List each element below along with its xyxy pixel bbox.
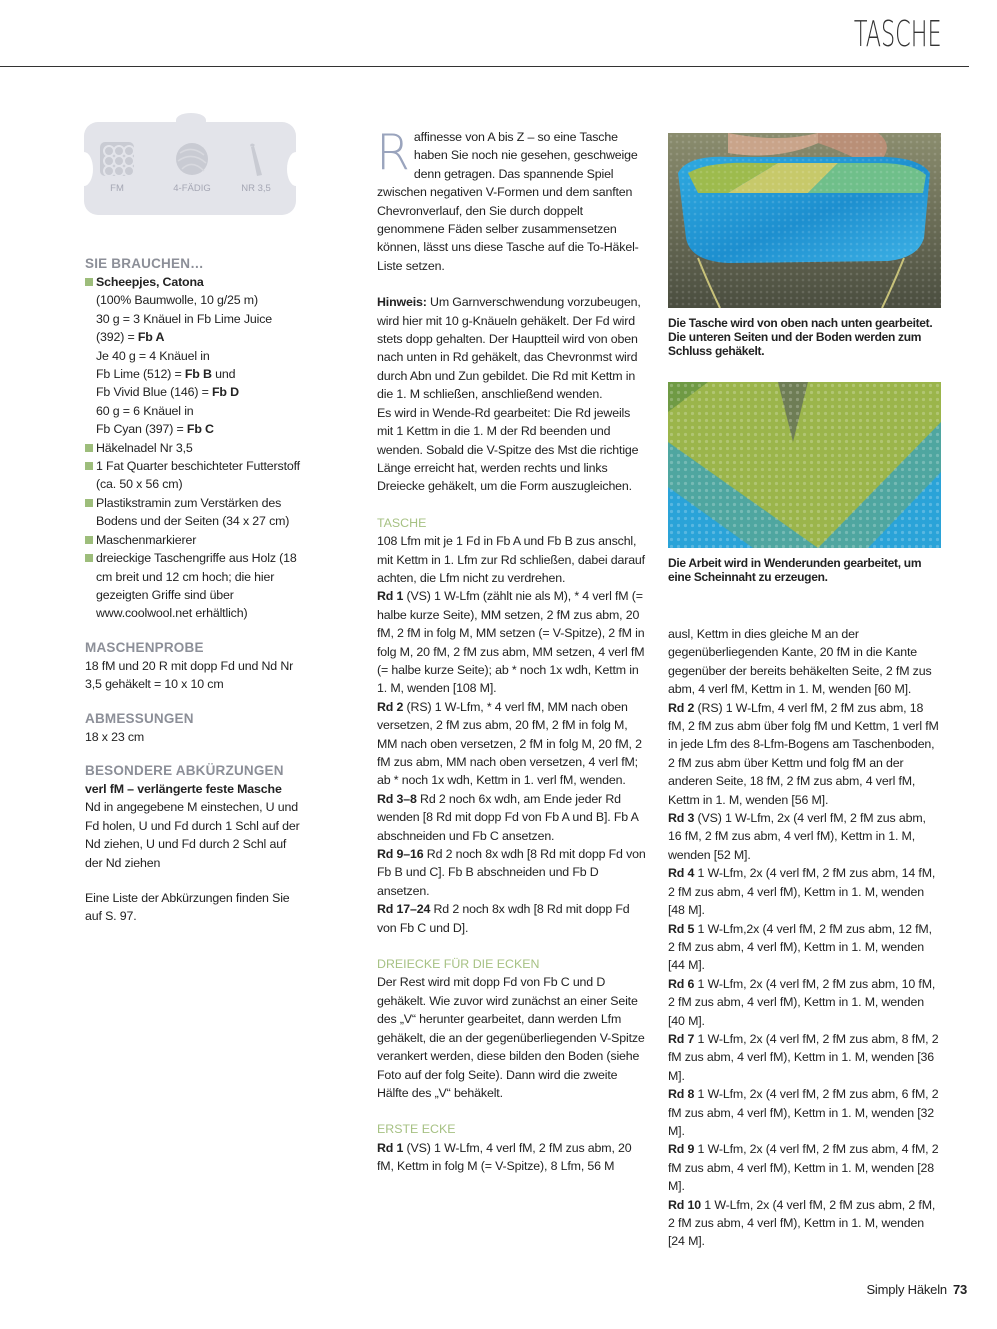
yarn-line: Fb Lime (512) = Fb B und [96,367,236,382]
tasche-text: 108 Lfm mit je 1 Fd in Fb A und Fb B zus anschl, mit Kettm in 1. Lfm zur Rd schließen, dabei darauf achten, die Lfm nicht zu verdrehen. [377,534,645,585]
row-instruction: Rd 7 1 W-Lfm, 2x (4 verl fM, 2 fM zus abm, 8 fM, 2 fM zus abm, 4 verl fM), Kettm in 1. M, wenden [36 M]. [668,1031,939,1083]
dimensions-heading: ABMESSUNGEN [85,710,194,726]
gauge-heading: MASCHENPROBE [85,639,204,655]
row-instruction: Rd 10 1 W-Lfm, 2x (4 verl fM, 2 fM zus abm, 2 fM, 2 fM zus abm, 4 verl fM), Kettm in 1. M, wenden [24 M]. [668,1197,936,1249]
row-instruction: Rd 5 1 W-Lfm,2x (4 verl fM, 2 fM zus abm, 12 fM, 2 fM zus abm, 4 verl fM), Kettm in 1. M, wenden [44 M]. [668,921,932,973]
badge-ply: 4-FÄDIG [166,141,218,195]
drop-cap: R [376,124,410,181]
page-number: 73 [952,1282,967,1297]
yarn-line: (392) = Fb A [96,330,165,345]
abbreviation-note: Eine Liste der Abkürzungen finden Sie auf S. 97. [85,890,290,924]
yarn-line: Fb Cyan (397) = Fb C [96,422,214,437]
bag-photo [668,133,941,308]
abbreviations-heading: BESONDERE ABKÜRZUNGEN [85,762,284,778]
bag-photo-image [668,133,941,308]
intro-paragraph: Raffinesse von A bis Z – so eine Tasche haben Sie noch nie gesehen, geschweige denn getragen. Das spannende Spiel zwischen negativen V-Formen und dem sanften Chevronverlauf, den Sie durch doppelt genommene Fäden selber zusammensetzen können, lässt uns diese Tasche auf die To-Häkel-Liste setzen. [376,124,639,273]
bullet-square-icon [85,536,93,544]
row-instruction: Rd 8 1 W-Lfm, 2x (4 verl fM, 2 fM zus abm, 6 fM, 2 fM zus abm, 4 verl fM), Kettm in 1. M, wenden [32 M]. [668,1087,939,1138]
yarn-line: 60 g = 6 Knäuel in [96,403,194,418]
crochet-hook-icon [238,141,274,177]
requirement-item: dreieckige Taschengriffe aus Holz (18 cm breit und 12 cm hoch; die hier gezeigten Griffe sind über www.coolwool.net erhältlich) [85,549,305,623]
bullet-square-icon [85,499,93,507]
row-instruction: Rd 6 1 W-Lfm, 2x (4 verl fM, 2 fM zus abm, 10 fM, 2 fM zus abm, 4 verl fM), Kettm in 1. M, wenden [40 M]. [668,976,936,1028]
magazine-name: Simply Häkeln [866,1282,947,1297]
bullet-square-icon [85,554,93,562]
yarn-line: 30 g = 3 Knäuel in Fb Lime Juice [96,311,273,326]
requirement-item: Maschenmarkierer [85,531,305,549]
row-instruction: Rd 17–24 Rd 2 noch 8x wdh [8 Rd mit dopp Fd von Fb C und D]. [377,902,630,935]
section-title: TASCHE [854,14,942,55]
row-instruction: Rd 4 1 W-Lfm, 2x (4 verl fM, 2 fM zus abm, 14 fM, 2 fM zus abm, 4 verl fM), Kettm in 1. M, wenden [48 M]. [668,866,936,918]
chevron-photo-image [668,382,941,548]
row-instruction: Rd 1 (VS) 1 W-Lfm, 4 verl fM, 2 fM zus abm, 20 fM, Kettm in folg M (= V-Spitze), 8 Lfm, 56 M [377,1140,632,1174]
requirements-heading: SIE BRAUCHEN… [85,256,204,271]
row-instruction: Rd 2 (RS) 1 W-Lfm, 4 verl fM, 2 fM zus abm, 18 fM, 2 fM zus abm über folg fM und Kettm, 1 verl fM in jede Lfm des 8-Lfm-Bogens am Taschenboden, 2 fM zus abm über Kettm und folg fM an der anderen Seite, 18 fM, 2 fM zus abm, 4 verl fM, Kettm in 1. M, wenden [56 M]. [668,700,939,807]
bullet-square-icon [85,462,93,470]
gauge-text: 18 fM und 20 R mit dopp Fd und Nd Nr 3,5 gehäkelt = 10 x 10 cm [85,658,294,692]
yarn-line: Fb Vivid Blue (146) = Fb D [96,385,239,400]
requirement-item: Scheepjes, Catona [85,273,305,291]
yarn-ball-stitch-icon [99,141,135,177]
triangles-heading: DREIECKE FÜR DIE ECKEN [377,957,540,972]
dimensions-text: 18 x 23 cm [85,729,145,744]
hint-paragraph: Hinweis: Um Garnverschwendung vorzubeugen, wird hier mit 10 g-Knäueln gehäkelt. Der Fd wird stets dopp gehalten. Der Hauptteil wird von oben nach unten in Rd gehäkelt, das Chevronmst wird durch Abn und Zun gebildet. Die Rd mit Kettm in die 1. M schließen, anschließend wenden. [377,295,641,402]
row-instruction: Rd 9–16 Rd 2 noch 8x wdh [8 Rd mit dopp Fd von Fb B und C]. Fb B abschneiden und Fb D ansetzen. [377,847,646,898]
yarn-line: Je 40 g = 4 Knäuel in [96,348,210,363]
yarn-ball-icon [174,141,210,177]
first-corner-heading: ERSTE ECKE [377,1122,456,1137]
row-instruction: Rd 3–8 Rd 2 noch 6x wdh, am Ende jeder Rd wenden [8 Rd mit dopp Fd von Fb A und B]. Fb A abschneiden und Fb C ansetzen. [377,791,639,843]
badge-stitch: FM [96,141,138,195]
row-instruction: Rd 2 (RS) 1 W-Lfm, * 4 verl fM, MM nach oben versetzen, 2 fM zus abm, 20 fM, 2 fM in folg M, MM nach oben versetzen, 2 fM in folg M, 20 fM, 2 fM zus abm, MM nach oben versetzen, 4 verl fM; ab * noch 1x wdh, Kettm in 1. verl fM, wenden. [377,699,642,788]
badge-hook: NR 3,5 [234,141,278,195]
triangles-text: Der Rest wird mit dopp Fd von Fb C und D gehäkelt. Wie zuvor wird zunächst an einer Seite des „V“ herunter gearbeitet, dann werden Lfm gehäkelt, die an der gegenüberliegenden V-Spitze verankert werden, diese bilden den Boden (siehe Foto auf der folg Seite). Dann wird die zweite Hälfte des „V“ behäkelt. [377,975,645,1100]
header-rule [0,66,969,67]
yarn-line: (100% Baumwolle, 10 g/25 m) [96,293,258,308]
abbreviation-text: Nd in angegebene M einstechen, U und Fd holen, U und Fd durch 1 Schl auf der Nd ziehen, U und Fd durch 2 Schl auf der Nd ziehen [85,800,300,870]
chevron-photo [668,382,941,548]
instructions-continuation [668,625,940,1251]
continuation-text: ausl, Kettm in dies gleiche M an der gegenüberliegenden Kante, 20 fM in die Kante gegenüber der bereits behäkelten Seite, 2 fM zus abm, 4 verl fM, Kettm in 1. M, wenden [60 M]. [668,627,932,697]
requirement-item: Plastikstramin zum Verstärken des Bodens und der Seiten (34 x 27 cm) [85,494,305,531]
requirement-item: Häkelnadel Nr 3,5 [85,439,305,457]
page-footer [866,1281,967,1299]
instructions-column [376,124,649,1176]
hint-paragraph-2: Es wird in Wende-Rd gearbeitet: Die Rd jeweils mit 1 Kettm in die 1. M der Rd beenden und wenden. Sobald die V-Spitze des Mst die richtige Länge erreicht hat, werden rechts und links Dreiecke gehäkelt, um die Form auszugleichen. [377,405,639,494]
photo-caption: Die Tasche wird von oben nach unten gearbeitet. Die unteren Seiten und der Boden werden zum Schluss gehäkelt. [668,316,933,358]
bullet-square-icon [85,278,93,286]
row-instruction: Rd 3 (VS) 1 W-Lfm, 2x (4 verl fM, 2 fM zus abm, 16 fM, 2 fM zus abm, 4 verl fM), Kettm in 1. M, wenden [52 M]. [668,811,926,862]
bullet-square-icon [85,444,93,452]
row-instruction: Rd 1 (VS) 1 W-Lfm (zählt nie als M), * 4 verl fM (= halbe kurze Seite), MM setzen, 2 fM zus abm, 20 fM, 2 fM in folg M, MM setzen (= V-Spitze), 2 fM in folg M, 20 fM, 2 fM zus abm, MM setzen, 4 verl fM (= halbe kurze Seite); ab * noch 1x wdh, Kettm in 1. M, wenden [108 M]. [377,589,645,696]
row-instruction: Rd 9 1 W-Lfm, 2x (4 verl fM, 2 fM zus abm, 4 fM, 2 fM zus abm, 4 verl fM), Kettm in 1. M, wenden [28 M]. [668,1142,939,1194]
pattern-info-badge [84,122,296,215]
requirements-column [85,255,305,926]
abbreviation-term: verl fM – verlängerte feste Masche [85,781,282,796]
photo-caption: Die Arbeit wird in Wenderunden gearbeitet, um eine Scheinnaht zu erzeugen. [668,556,922,584]
tasche-heading: TASCHE [377,515,427,530]
requirement-item: 1 Fat Quarter beschichteter Futterstoff (ca. 50 x 56 cm) [85,457,305,494]
